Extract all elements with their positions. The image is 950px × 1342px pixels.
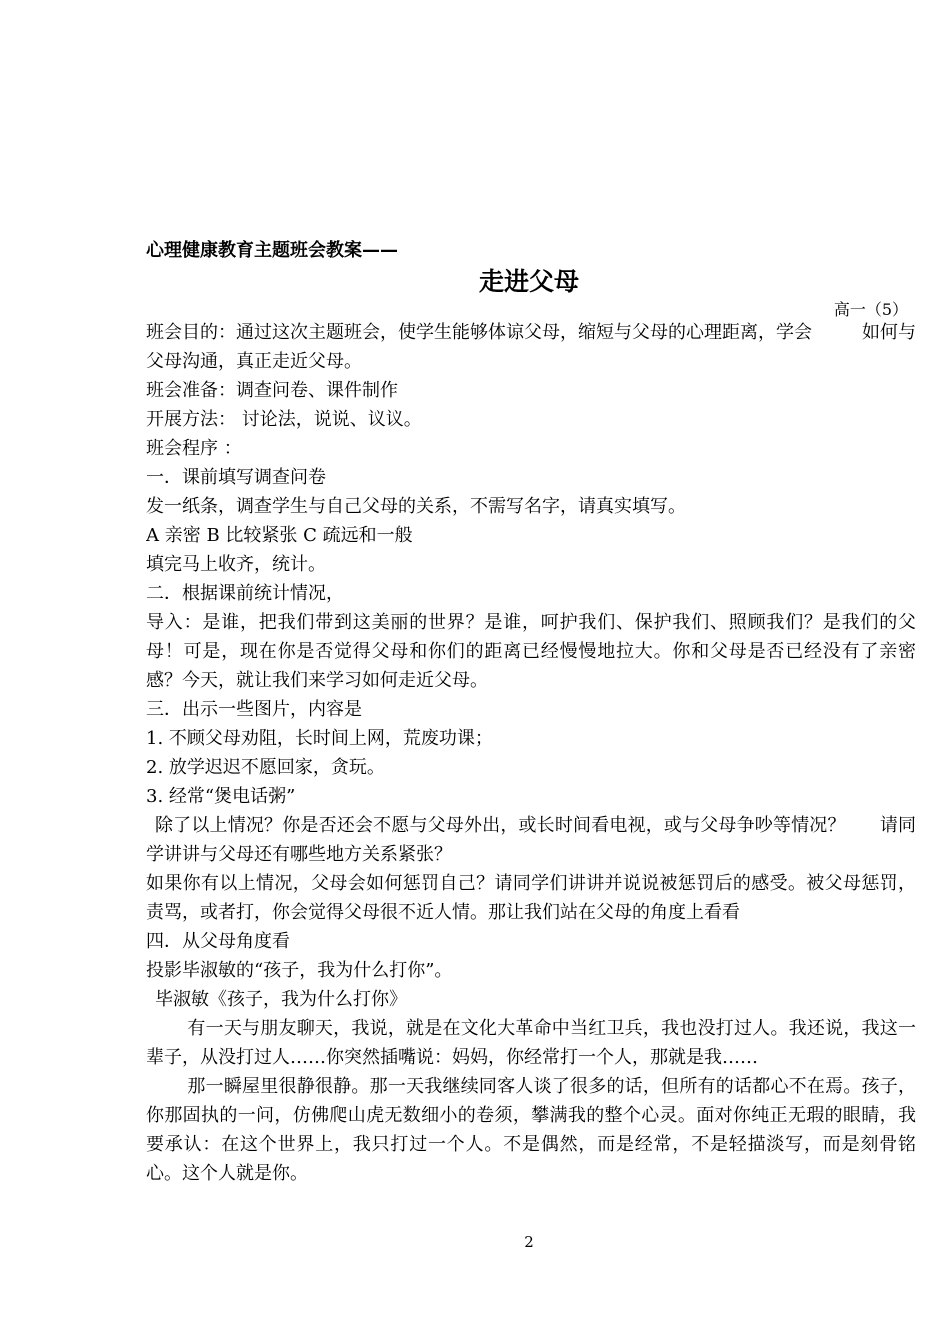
section-1-title: 一．课前填写调查问卷 [146, 467, 326, 488]
section-1-options: A 亲密 B 比较紧张 C 疏远和一般 [146, 525, 413, 546]
section-4-title: 四．从父母角度看 [146, 931, 290, 952]
section-3-item-1: 1. 不顾父母劝阻，长时间上网，荒废功课； [146, 728, 493, 749]
procedure-line: 班会程序 ： [146, 438, 242, 459]
section-3-paragraph-1 [146, 811, 916, 869]
purpose-text-a: 班会目的：通过这次主题班会，使学生能够体谅父母，缩短与父母的心理距离，学会 [146, 322, 812, 343]
section-4-paragraph-2: 毕淑敏《孩子，我为什么打你》 [155, 989, 407, 1010]
lesson-plan-heading: 心理健康教育主题班会教案—— [146, 240, 398, 261]
method-line: 开展方法： 讨论法，说说、议议。 [146, 409, 422, 430]
essay-paragraph-2: 那一瞬屋里很静很静。那一天我继续同客人谈了很多的话，但所有的话都心不在焉。孩子，你那固执的一问，仿佛爬山虎无数细小的卷须，攀满我的整个心灵。面对你纯正无瑕的眼睛，我要承认：在这个世界上，我只打过一个人。不是偶然，而是经常，不是轻描淡写，而是刻骨铭心。这个人就是你。 [146, 1076, 916, 1184]
document-title: 走进父母 [478, 267, 579, 296]
section-1-paragraph: 发一纸条，调查学生与自己父母的关系，不需写名字，请真实填写。 [146, 496, 686, 517]
section-3-item-2: 2. 放学迟迟不愿回家，贪玩。 [146, 757, 385, 778]
section-1-paragraph-2: 填完马上收齐，统计。 [146, 554, 326, 575]
page-number: 2 [524, 1233, 534, 1251]
section-4-paragraph-1: 投影毕淑敏的“孩子，我为什么打你”。 [146, 960, 453, 981]
section-3-text-a: 除了以上情况？你是否还会不愿与父母外出，或长时间看电视，或与父母争吵等情况？ [155, 815, 846, 836]
section-2-intro: 导入：是谁，把我们带到这美丽的世界？是谁，呵护我们、保护我们、照顾我们？是我们的父母！可是，现在你是否觉得父母和你们的距离已经慢慢地拉大。你和父母是否已经没有了亲密感？今天，就让我们来学习如何走近父母。 [146, 612, 916, 691]
section-3-text-b: 请同学讲讲与父母还有哪些地方关系紧张？ [146, 815, 916, 865]
document-body [146, 318, 916, 1188]
section-2-title: 二．根据课前统计情况， [146, 583, 344, 604]
essay-paragraph-1: 有一天与朋友聊天，我说，就是在文化大革命中当红卫兵，我也没打过人。我还说，我这一辈子，从没打过人……你突然插嘴说：妈妈，你经常打一个人，那就是我…… [146, 1018, 916, 1068]
class-label: 高一（5） [833, 300, 908, 319]
purpose-paragraph [146, 318, 916, 376]
preparation-line: 班会准备：调查问卷、课件制作 [146, 380, 398, 401]
purpose-text-b: 如何与父母沟通，真正走近父母。 [146, 322, 916, 372]
section-3-title: 三．出示一些图片，内容是 [146, 699, 362, 720]
section-3-paragraph-2: 如果你有以上情况，父母会如何惩罚自己？请同学们讲讲并说说被惩罚后的感受。被父母惩罚，责骂，或者打，你会觉得父母很不近人情。那让我们站在父母的角度上看看 [146, 873, 916, 923]
section-3-item-3: 3. 经常“煲电话粥” [146, 786, 296, 807]
